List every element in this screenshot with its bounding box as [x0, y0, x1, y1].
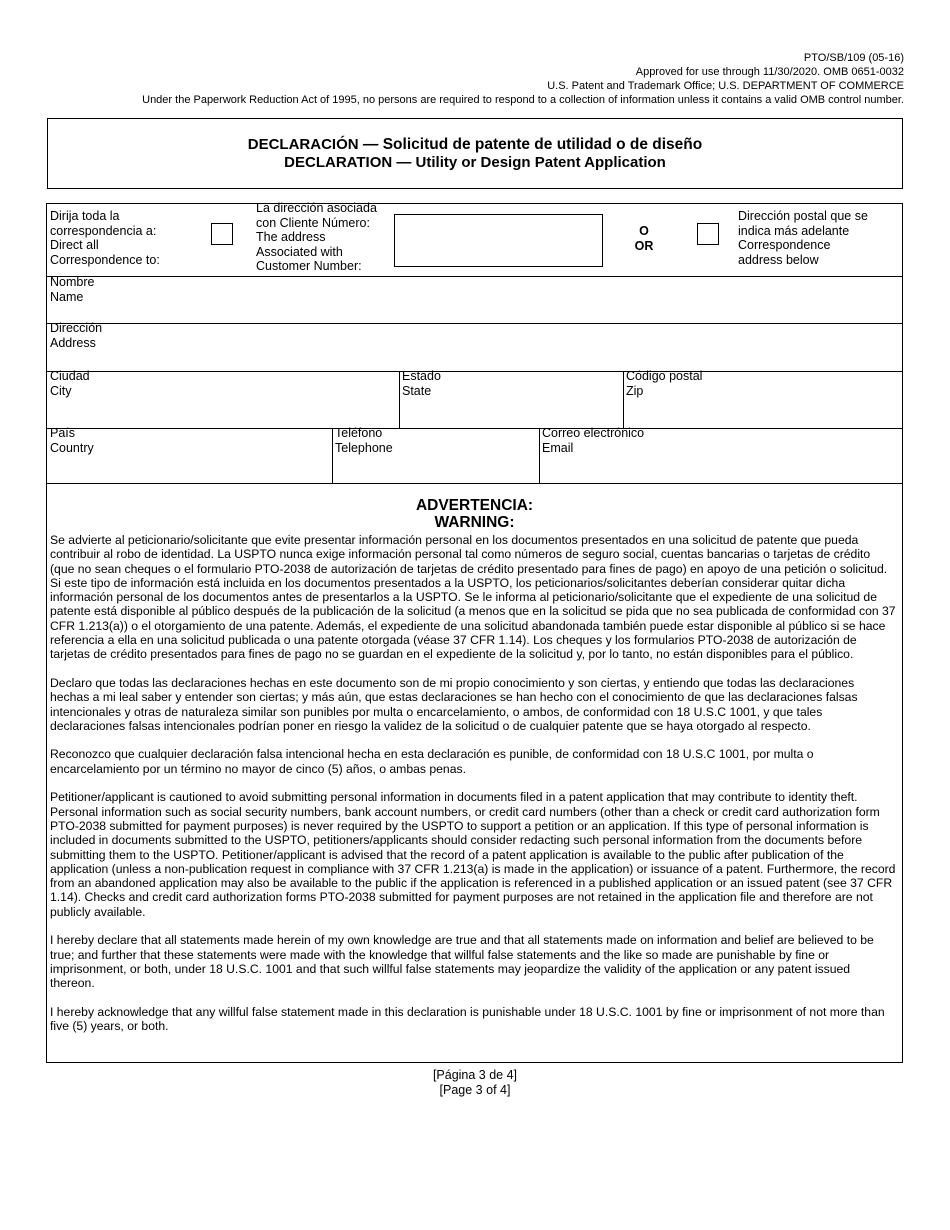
divider: [47, 276, 902, 277]
divider: [47, 428, 902, 429]
title-spanish: [248, 136, 702, 154]
country-input[interactable]: [50, 458, 328, 481]
page-number: [0, 1068, 950, 1097]
city-field-label: Ciudad City: [50, 369, 90, 398]
zip-input[interactable]: [626, 402, 896, 426]
state-input[interactable]: [402, 402, 620, 426]
omb-approval: Approved for use through 11/30/2020. OMB 0651-0032: [635, 66, 904, 78]
telephone-field-label: Teléfono Telephone: [335, 426, 393, 455]
page-number-es: [Página 3 de 4]: [432, 1068, 518, 1082]
telephone-input[interactable]: [335, 458, 535, 481]
title-english: DECLARATION — Utility or Design Patent Application: [284, 153, 666, 171]
title-spanish-rest: — Solicitud de patente de utilidad o de diseño: [358, 135, 703, 153]
title-spanish-lead: DECLARACIÓN: [247, 135, 359, 153]
divider: [539, 428, 540, 483]
customer-number-checkbox[interactable]: [211, 223, 233, 245]
warning-title-es: ADVERTENCIA:: [415, 497, 534, 514]
postal-address-label: Dirección postal que se indica más adelante Correspondence address below: [738, 209, 868, 267]
form-title-box: [47, 118, 903, 189]
city-input[interactable]: [50, 402, 395, 426]
customer-number-label: La dirección asociada con Cliente Número: The address Associated with Customer Number:: [256, 201, 377, 273]
name-field-label: Nombre Name: [50, 275, 95, 304]
form-number: PTO/SB/109 (05-16): [803, 52, 904, 64]
email-field-label: Correo electrónico Email: [542, 426, 645, 455]
divider: [47, 371, 902, 372]
address-input[interactable]: [127, 326, 897, 369]
declaration-form: [46, 203, 903, 1063]
page-number-en: [Page 3 of 4]: [439, 1082, 511, 1097]
agency-name: U.S. Patent and Trademark Office; U.S. DEPARTMENT OF COMMERCE: [547, 80, 904, 92]
or-separator: O OR: [634, 224, 654, 253]
country-field-label: País Country: [50, 426, 94, 455]
divider: [47, 323, 902, 324]
warning-paragraph: Se advierte al peticionario/solicitante que evite presentar información personal en los documentos presentados en una solicitud de patente que pueda contribuir al robo de identidad. La USPTO nunca exige información personal tal como números de seguro social, cuentas bancarias o tarjetas de crédito (que no sean cheques o el formulario PTO-2038 de autorización de tarjetas de crédito presentado para fines de pago) en apoyo de una petición o solicitud. Si este tipo de información está incluida en los documentos presentados a la USPTO, los peticionarios/solicitantes deberían considerar quitar dicha información personal de los documentos antes de presentarlos a la USPTO. Se le informa al peticionario/solicitante que el expediente de una solicitud de patente está disponible al público después de la publicación de la solicitud (a menos que en la solicitud se pida que no sea publicada de conformidad con 37 CFR 1.213(a)) o el otorgamiento de una patente. Además, el expediente de una solicitud abandonada también puede estar disponible al público si se hace referencia a ella en una solicitud publicada o una patente otorgada (véase 37 CFR 1.14). Los cheques y los formularios PTO-2038 de autorización de tarjetas de crédito presentados para fines de pago no se guardan en el expediente de la solicitud y, por lo tanto, no están disponibles para el público.: [50, 533, 896, 662]
email-input[interactable]: [542, 458, 896, 481]
address-field-label: Dirección Address: [50, 321, 103, 350]
declaration-paragraph: I hereby declare that all statements made herein of my own knowledge are true and that all statements made on information and belief are believed to be true; and further that these statements were made with the knowledge that willful false statements and the like so made are punishable by fine or imprisonment, or both, under 18 U.S.C. 1001 and that such willful false statements may jeopardize the validity of the application or any patent issued thereon.: [50, 933, 874, 991]
direct-all-label: Dirija toda la correspondencia a: Direct all Correspondence to:: [50, 209, 160, 267]
divider: [332, 428, 333, 483]
paperwork-notice: Under the Paperwork Reduction Act of 1995, no persons are required to respond to a collection of information unless it contains a valid OMB control number.: [142, 94, 904, 106]
zip-field-label: Código postal Zip: [626, 369, 703, 398]
name-input[interactable]: [127, 279, 897, 321]
header-notice: [124, 51, 904, 107]
warning-title-en: WARNING:: [434, 514, 515, 531]
customer-number-input[interactable]: [394, 214, 603, 267]
acknowledgement-paragraph: Reconozco que cualquier declaración falsa intencional hecha en esta declaración es punible, de conformidad con 18 U.S.C 1001, por multa o encarcelamiento por un término no mayor de cinco (5) años, o ambas penas.: [50, 747, 814, 776]
declaration-paragraph: Declaro que todas las declaraciones hechas en este documento son de mi propio conocimiento y son ciertas, y entiendo que todas las declaraciones hechas a mi leal saber y entender son ciertas; y más aún, que estas declaraciones se han hecho con el conocimiento de que las declaraciones falsas intencionales y otras de naturaleza similar son punibles por multa o encarcelamiento, o ambos, de conformidad con 18 U.S.C 1001, y que tales declaraciones falsas intencionales podrían poner en riesgo la validez de la solicitud o de cualquier patente que se haya otorgado al respecto.: [50, 675, 858, 733]
warning-paragraph: Petitioner/applicant is cautioned to avoid submitting personal information in documents filed in a patent application that may contribute to identity theft. Personal information such as social security numbers, bank account numbers, or credit card numbers (other than a check or credit card authorization form PTO-2038 submitted for payment purposes) is never required by the USPTO to support a petition or an application. If this type of personal information is included in documents submitted to the USPTO, petitioners/applicants should consider redacting such personal information from the documents before submitting them to the USPTO. Petitioner/applicant is advised that the record of a patent application is available to the public after publication of the application (unless a non-publication request in compliance with 37 CFR 1.213(a) is made in the application) or issuance of a patent. Furthermore, the record from an abandoned application may also be available to the public if the application is referenced in a published application or an issued patent (see 37 CFR 1.14). Checks and credit card authorization forms PTO-2038 submitted for payment purposes are not retained in the application file and therefore are not publicly available.: [50, 790, 896, 919]
state-field-label: Estado State: [402, 369, 441, 398]
divider: [623, 371, 624, 428]
warning-title: [47, 497, 902, 531]
postal-address-checkbox[interactable]: [697, 223, 719, 245]
divider: [399, 371, 400, 428]
acknowledgement-paragraph: I hereby acknowledge that any willful false statement made in this declaration is punishable under 18 U.S.C. 1001 by fine or imprisonment of not more than five (5) years, or both.: [50, 1004, 885, 1034]
divider: [47, 483, 902, 484]
warning-body: [50, 533, 896, 1048]
